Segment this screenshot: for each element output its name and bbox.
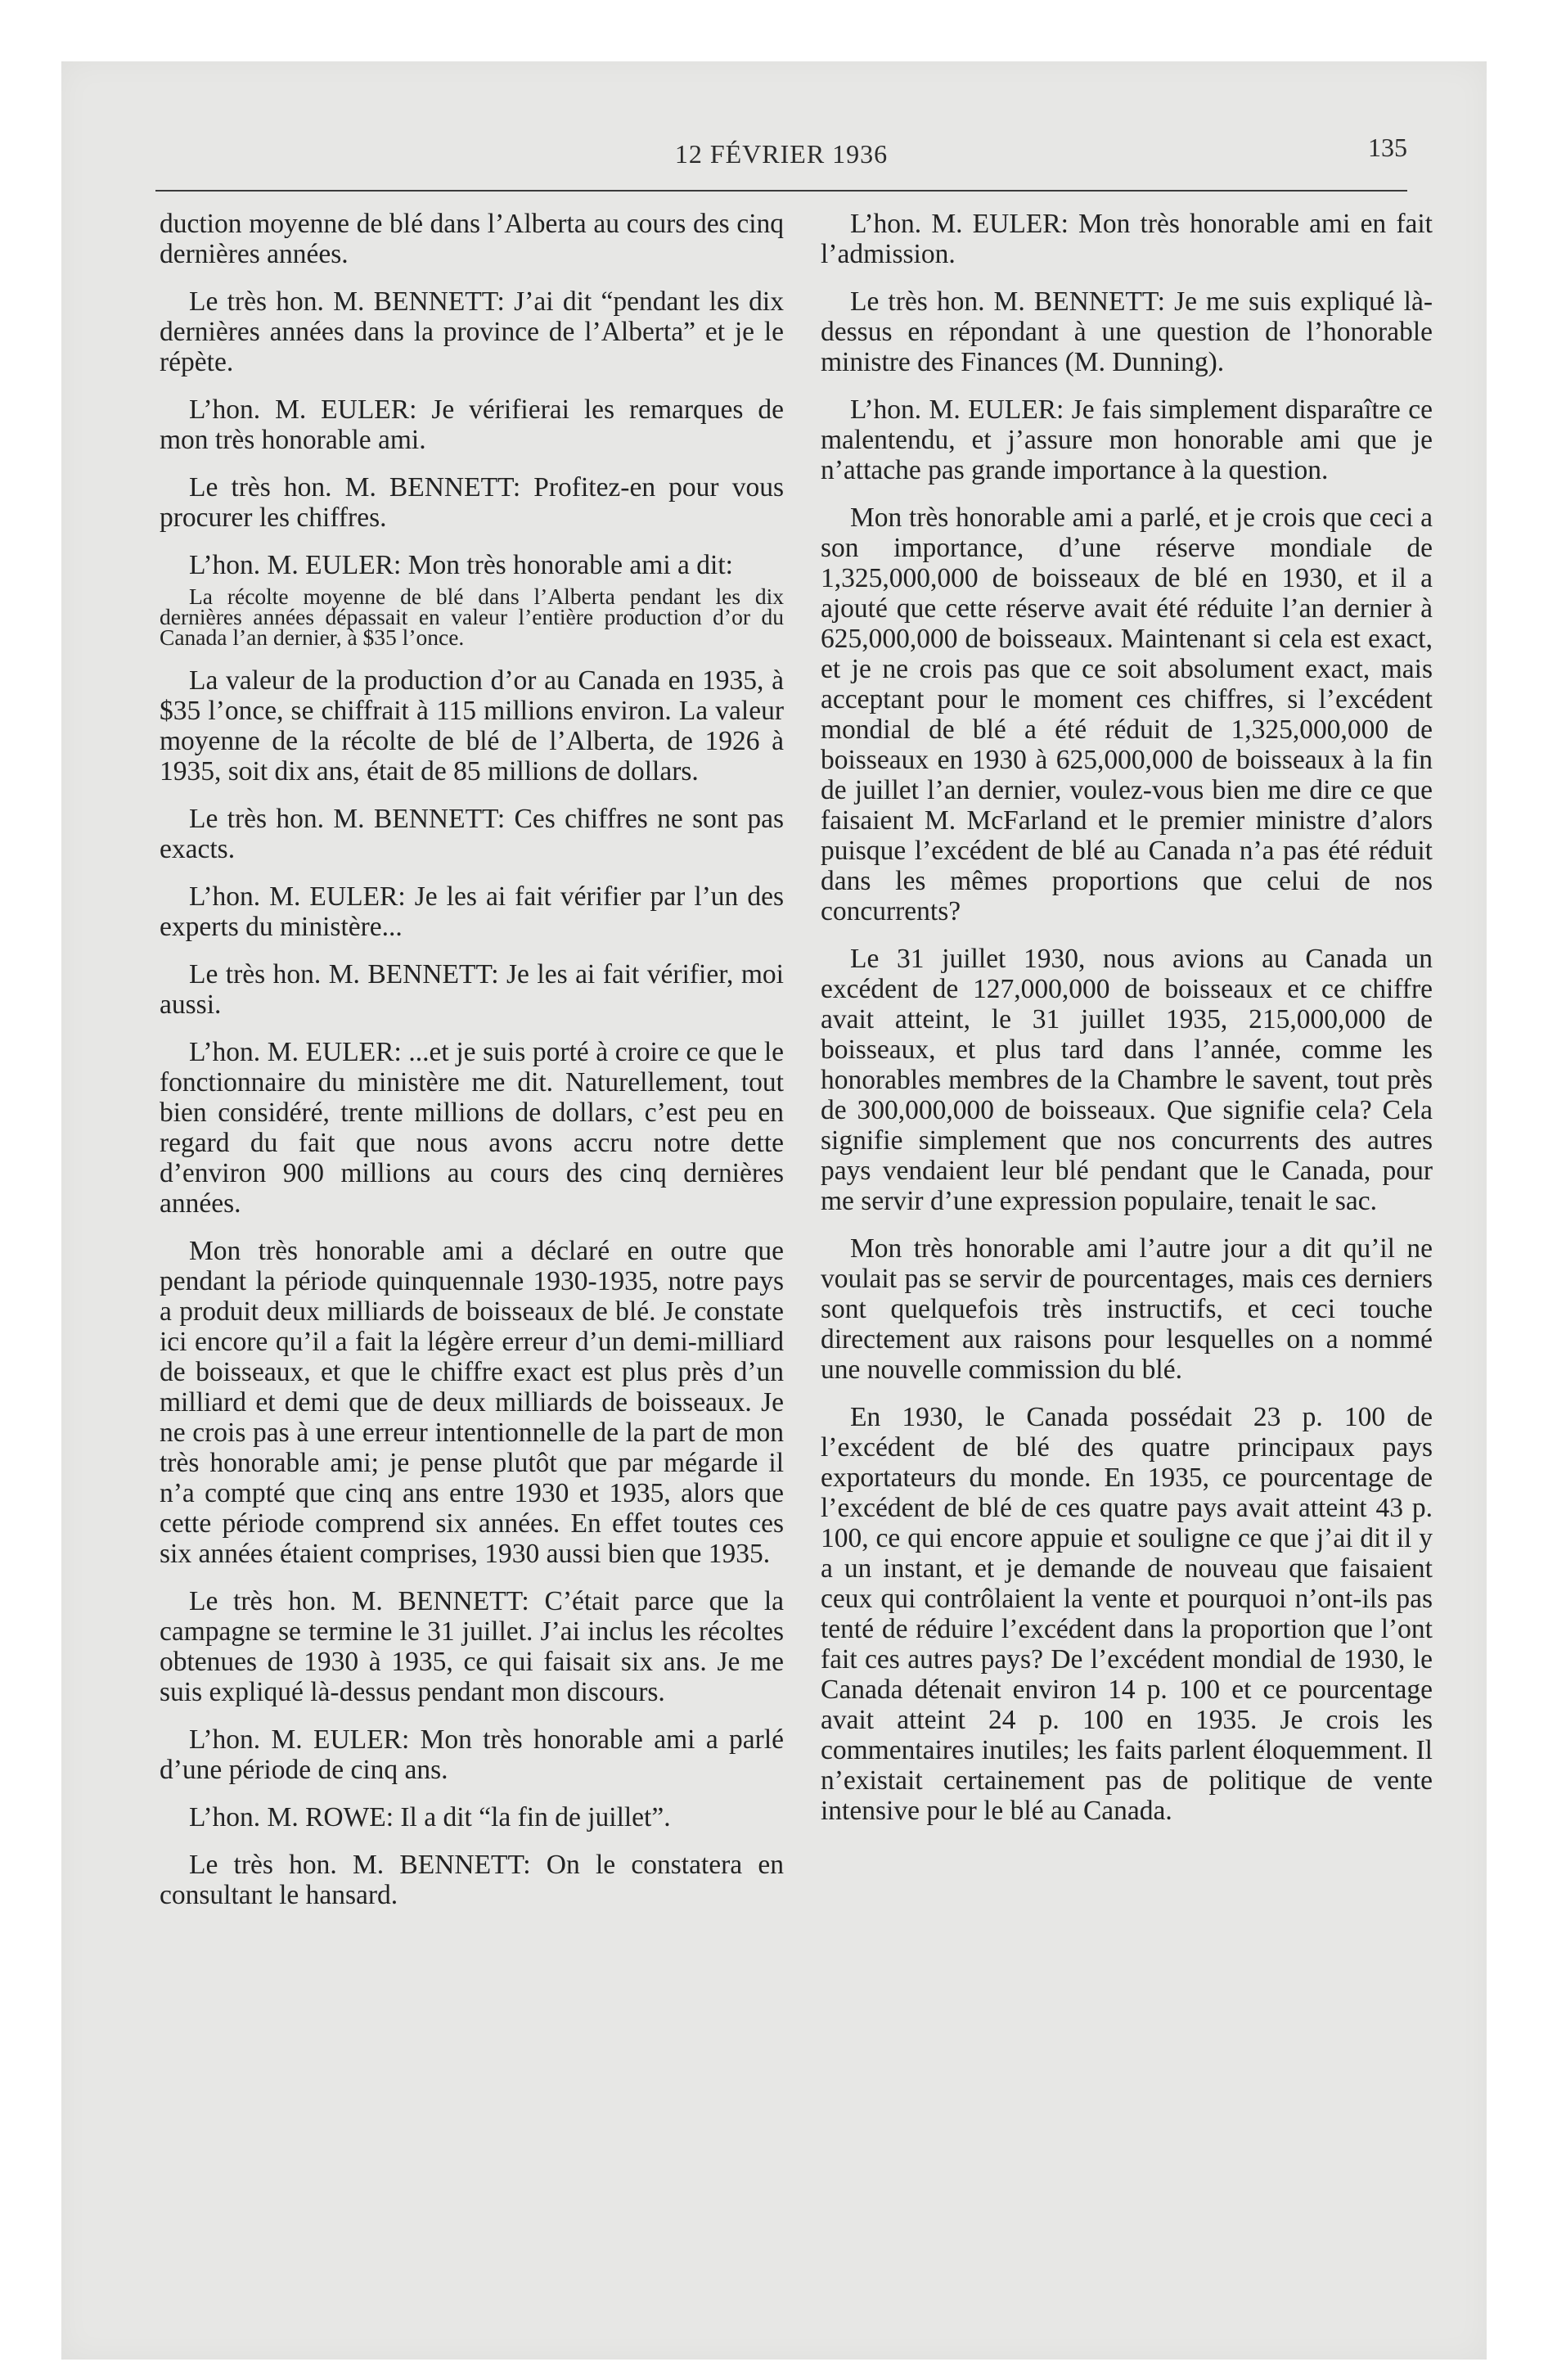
paragraph: Mon très honorable ami l’autre jour a dit qu’il ne voulait pas se servir de pourcentages, mais ces derniers sont quelquefois très instructifs, et ceci touche directement aux raisons pour lesquelles on a nommé une nouvelle commission du blé. — [821, 1233, 1433, 1385]
page-number: 135 — [1368, 133, 1407, 162]
paragraph: L’hon. M. EULER: Je fais simplement disparaître ce malentendu, et j’assure mon honorable ami que je n’attache pas grande importance à la question. — [821, 394, 1433, 485]
paragraph: L’hon. M. EULER: Mon très honorable ami a parlé d’une période de cinq ans. — [160, 1724, 784, 1785]
paragraph: Le très hon. M. BENNETT: On le constatera en consultant le hansard. — [160, 1850, 784, 1910]
paragraph: Le très hon. M. BENNETT: Profitez-en pour vous procurer les chiffres. — [160, 472, 784, 533]
paragraph: L’hon. M. ROWE: Il a dit “la fin de juillet”. — [189, 1802, 671, 1832]
paragraph: En 1930, le Canada possédait 23 p. 100 de l’excédent de blé des quatre principaux pays exportateurs du monde. En 1935, ce pourcentage de l’excédent de blé de ces quatre pays avait atteint 43 p. 100, ce qui encore appuie et souligne ce que j’ai dit il y a un instant, et je demande de nouveau que faisaient ceux qui contrôlaient la vente et pourquoi n’ont-ils pas tenté de réduire l’excédent dans la proportion que l’ont fait ces autres pays? De l’excédent mondial de 1930, le Canada détenait environ 14 p. 100 et ce pourcentage avait atteint 24 p. 100 en 1935. Je crois les commentaires inutiles; les faits parlent éloquemment. Il n’existait certainement pas de politique de vente intensive pour le blé au Canada. — [821, 1402, 1433, 1826]
paragraph: L’hon. M. EULER: Je vérifierai les remarques de mon très honorable ami. — [160, 394, 784, 455]
page-header — [155, 133, 1407, 188]
paragraph: L’hon. M. EULER: Mon très honorable ami en fait l’admission. — [821, 209, 1433, 269]
left-column — [160, 209, 784, 1927]
header-date: 12 FÉVRIER 1936 — [674, 139, 889, 169]
paragraph: Mon très honorable ami a parlé, et je crois que ceci a son importance, d’une réserve mondiale de 1,325,000,000 de boisseaux de blé en 1930, et il a ajouté que cette réserve avait été réduite l’an dernier à 625,000,000 de boisseaux. Maintenant si cela est exact, et je ne crois pas que ce soit absolument exact, mais acceptant pour le moment ces chiffres, si l’excédent mondial de blé a été réduit de 1,325,000,000 de boisseaux en 1930 à 625,000,000 de boisseaux à la fin de juillet l’an dernier, voulez-vous bien me dire ce que faisaient M. McFarland et le premier ministre d’alors puisque l’excédent de blé au Canada n’a pas été réduit dans les mêmes proportions que celui de nos concurrents? — [821, 503, 1433, 926]
paragraph: Le très hon. M. BENNETT: Je les ai fait vérifier, moi aussi. — [160, 959, 784, 1020]
paragraph: La valeur de la production d’or au Canada en 1935, à $35 l’once, se chiffrait à 115 millions environ. La valeur moyenne de la récolte de blé de l’Alberta, de 1926 à 1935, soit dix ans, était de 85 millions de dollars. — [160, 665, 784, 787]
paragraph: Le très hon. M. BENNETT: Je me suis expliqué là-dessus en répondant à une question de l’honorable ministre des Finances (M. Dunning). — [821, 286, 1433, 377]
paragraph: Le très hon. M. BENNETT: C’était parce que la campagne se termine le 31 juillet. J’ai inclus les récoltes obtenues de 1930 à 1935, ce qui faisait six ans. Je me suis expliqué là-dessus pendant mon discours. — [160, 1586, 784, 1707]
paragraph: Mon très honorable ami a déclaré en outre que pendant la période quinquennale 1930-1935, notre pays a produit deux milliards de boisseaux de blé. Je constate ici encore qu’il a fait la légère erreur d’un demi-milliard de boisseaux, et que le chiffre exact est plus près d’un milliard et demi que de deux milliards de boisseaux. Je ne crois pas à une erreur intentionnelle de la part de mon très honorable ami; je pense plutôt que par mégarde il n’a compté que cinq ans entre 1930 et 1935, alors que cette période comprend six années. En effet toutes ces six années étaient comprises, 1930 aussi bien que 1935. — [160, 1236, 784, 1569]
paragraph: L’hon. M. EULER: Mon très honorable ami a dit: — [189, 550, 733, 580]
paragraph: Le très hon. M. BENNETT: Ces chiffres ne sont pas exacts. — [160, 804, 784, 864]
paragraph: L’hon. M. EULER: ...et je suis porté à croire ce que le fonctionnaire du ministère me dit. Naturellement, tout bien considéré, trente millions de dollars, c’est peu en regard du fait que nous avons accru notre dette d’environ 900 millions au cours des cinq dernières années. — [160, 1037, 784, 1219]
paragraph: Le très hon. M. BENNETT: J’ai dit “pendant les dix dernières années dans la province de l’Alberta” et je le répète. — [160, 286, 784, 377]
paragraph: duction moyenne de blé dans l’Alberta au cours des cinq dernières années. — [160, 209, 784, 269]
right-column — [821, 209, 1433, 1843]
header-rule — [155, 190, 1407, 192]
paragraph: Le 31 juillet 1930, nous avions au Canada un excédent de 127,000,000 de boisseaux et ce chiffre avait atteint, le 31 juillet 1935, 215,000,000 de boisseaux, et plus tard dans l’année, comme les honorables membres de la Chambre le savent, tout près de 300,000,000 de boisseaux. Que signifie cela? Cela signifie simplement que nos concurrents des autres pays vendaient leur blé pendant que le Canada, pour me servir d’une expression populaire, tenait le sac. — [821, 944, 1433, 1216]
paragraph: L’hon. M. EULER: Je les ai fait vérifier par l’un des experts du ministère... — [160, 881, 784, 942]
block-quote: La récolte moyenne de blé dans l’Alberta pendant les dix dernières années dépassait en valeur l’entière production d’or du Canada l’an dernier, à $35 l’once. — [160, 584, 784, 650]
